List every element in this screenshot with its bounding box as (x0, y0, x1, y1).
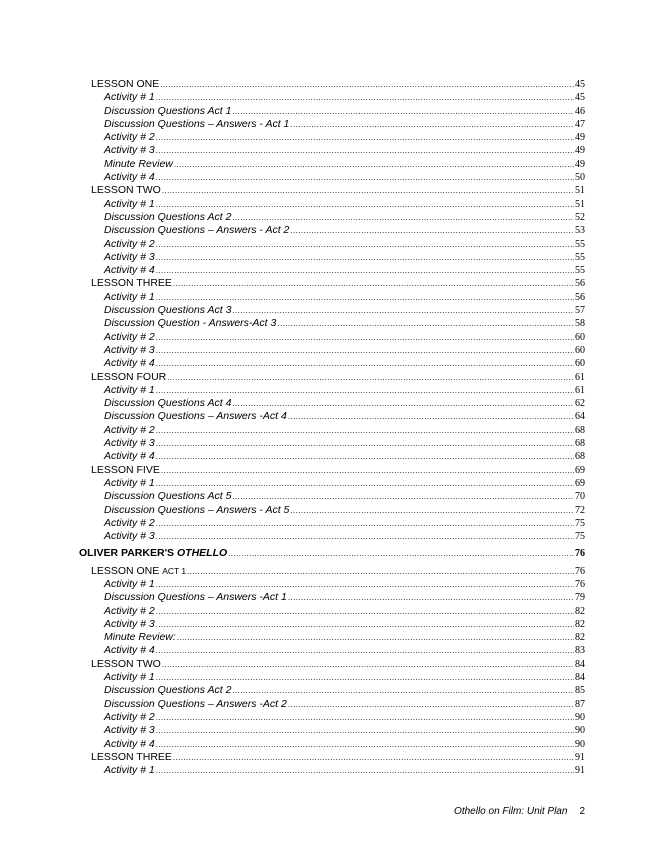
dot-leader (290, 504, 574, 517)
toc-activity-entry[interactable] (79, 158, 585, 171)
toc-page-number: 49 (575, 132, 585, 144)
toc-entry-label: Activity # 3 (104, 724, 155, 737)
dot-leader (232, 211, 574, 224)
toc-entry-label: Activity # 1 (104, 476, 155, 489)
toc-activity-entry[interactable] (79, 331, 585, 344)
toc-entry-label: Discussion Questions Act 4 (104, 397, 232, 410)
toc-page-number: 75 (575, 531, 585, 543)
dot-leader (156, 578, 574, 591)
dot-leader (156, 711, 574, 724)
toc-page-number: 49 (575, 158, 585, 170)
toc-entry-label: Activity # 2 (104, 604, 155, 617)
toc-page-number: 70 (575, 491, 585, 503)
toc-entry-label: Activity # 1 (104, 197, 155, 210)
dot-leader (290, 118, 574, 131)
toc-page-number: 79 (575, 592, 585, 604)
toc-entry-label: Discussion Questions Act 5 (104, 490, 232, 503)
toc-entry-label: Discussion Questions Act 2 (104, 210, 232, 223)
dot-leader (167, 371, 574, 384)
toc-page-number: 55 (575, 251, 585, 263)
toc-activity-entry[interactable] (79, 144, 585, 157)
toc-entry-label: Discussion Questions – Answers - Act 5 (104, 503, 290, 516)
toc-entry-label: Discussion Questions Act 1 (104, 104, 232, 117)
toc-page-number: 50 (575, 172, 585, 184)
toc-lesson-entry[interactable] (79, 78, 585, 91)
dot-leader (232, 684, 574, 697)
dot-leader (162, 184, 574, 197)
toc-page-number: 91 (575, 765, 585, 777)
toc-entry-label: Activity # 2 (104, 710, 155, 723)
toc-entry-label: LESSON ONE (91, 78, 160, 90)
toc-page-number: 72 (575, 504, 585, 516)
toc-page-number: 85 (575, 685, 585, 697)
toc-entry-label: Discussion Questions – Answers -Act 1 (104, 591, 287, 604)
dot-leader (156, 384, 574, 397)
toc-entry-label: LESSON THREE (91, 277, 172, 290)
toc-entry-label: LESSON TWO (91, 184, 161, 197)
toc-page-number: 76 (575, 565, 585, 577)
toc-entry-label: Activity # 4 (104, 450, 155, 463)
toc-page-number: 83 (575, 645, 585, 657)
dot-leader (156, 144, 574, 157)
toc-activity-entry[interactable] (79, 437, 585, 450)
toc-activity-entry[interactable] (79, 578, 585, 591)
toc-activity-entry[interactable] (79, 171, 585, 184)
dot-leader (156, 91, 574, 104)
dot-leader (156, 198, 574, 211)
toc-entry-label: LESSON THREE (91, 750, 172, 763)
toc-activity-entry[interactable] (79, 131, 585, 144)
toc-page-number: 47 (575, 118, 585, 130)
toc-activity-entry[interactable] (79, 450, 585, 463)
dot-leader (288, 698, 574, 711)
dot-leader (161, 464, 574, 477)
toc-entry-label: Activity # 3 (104, 617, 155, 630)
toc-entry-label: Activity # 2 (104, 131, 155, 144)
toc-page-number: 60 (575, 358, 585, 370)
dot-leader (160, 78, 574, 91)
toc-activity-entry[interactable] (79, 264, 585, 277)
dot-leader (290, 224, 574, 237)
footer-title: Othello on Film: Unit Plan (454, 806, 568, 817)
toc-entry-label: Activity # 3 (104, 530, 155, 543)
toc-activity-entry[interactable] (79, 671, 585, 684)
toc-entry-label: Activity # 2 (104, 423, 155, 436)
toc-page-number: 60 (575, 344, 585, 356)
toc-entry-label: OLIVER PARKER'S OTHELLO (79, 547, 228, 560)
dot-leader (288, 410, 574, 423)
toc-lesson-entry[interactable] (79, 184, 585, 197)
toc-activity-entry[interactable] (79, 490, 585, 503)
dot-leader (173, 751, 574, 764)
toc-page-number: 51 (575, 185, 585, 197)
toc-page-number: 64 (575, 411, 585, 423)
toc-activity-entry[interactable] (79, 684, 585, 697)
dot-leader (156, 344, 574, 357)
dot-leader (156, 238, 574, 251)
dot-leader (173, 277, 574, 290)
toc-entry-label: Discussion Questions Act 3 (104, 304, 232, 317)
toc-page-number: 87 (575, 698, 585, 710)
dot-leader (156, 644, 574, 657)
toc-page-number: 91 (575, 751, 585, 763)
dot-leader (156, 251, 574, 264)
dot-leader (156, 450, 574, 463)
dot-leader (232, 397, 574, 410)
toc-entry-label: Minute Review: (104, 631, 176, 644)
toc-page-number: 76 (575, 578, 585, 590)
toc-activity-entry[interactable] (79, 504, 585, 517)
toc-activity-entry[interactable] (79, 517, 585, 530)
toc-page-number: 69 (575, 464, 585, 476)
toc-activity-entry[interactable] (79, 591, 585, 604)
toc-entry-label: Activity # 2 (104, 237, 155, 250)
dot-leader (156, 477, 574, 490)
dot-leader (156, 131, 574, 144)
toc-activity-entry[interactable] (79, 724, 585, 737)
toc-page-number: 52 (575, 211, 585, 223)
toc-page-number: 45 (575, 79, 585, 90)
dot-leader (174, 158, 574, 171)
toc-lesson-entry[interactable] (79, 565, 585, 578)
dot-leader (156, 764, 574, 777)
toc-entry-label: Activity # 4 (104, 264, 155, 277)
toc-lesson-entry[interactable] (79, 464, 585, 477)
toc-entry-label: Activity # 1 (104, 91, 155, 104)
toc-page-number: 61 (575, 384, 585, 396)
toc-page-number: 69 (575, 477, 585, 489)
table-of-contents (79, 78, 585, 777)
toc-page-number: 51 (575, 198, 585, 210)
toc-page-number: 56 (575, 291, 585, 303)
dot-leader (277, 317, 574, 330)
toc-entry-label: Activity # 4 (104, 644, 155, 657)
toc-page-number: 55 (575, 238, 585, 250)
dot-leader (156, 171, 574, 184)
toc-entry-label: Activity # 4 (104, 737, 155, 750)
toc-page-number: 61 (575, 371, 585, 383)
toc-page-number: 84 (575, 672, 585, 684)
toc-entry-label: Activity # 1 (104, 577, 155, 590)
toc-activity-entry[interactable] (79, 118, 585, 131)
toc-lesson-entry[interactable] (79, 277, 585, 290)
dot-leader (156, 424, 574, 437)
toc-entry-label: LESSON FIVE (91, 463, 160, 476)
toc-page-number: 60 (575, 331, 585, 343)
toc-page-number: 82 (575, 605, 585, 617)
toc-page-number: 82 (575, 618, 585, 630)
dot-leader (232, 105, 574, 118)
page-number: 2 (579, 806, 585, 817)
toc-page-number: 49 (575, 145, 585, 157)
toc-entry-label: LESSON TWO (91, 657, 161, 670)
toc-activity-entry[interactable] (79, 357, 585, 370)
toc-page-number: 53 (575, 225, 585, 237)
toc-page-number: 82 (575, 632, 585, 644)
toc-entry-label: Activity # 3 (104, 343, 155, 356)
toc-activity-entry[interactable] (79, 424, 585, 437)
toc-activity-entry[interactable] (79, 251, 585, 264)
dot-leader (288, 591, 574, 604)
toc-page-number: 68 (575, 451, 585, 463)
toc-page-number: 58 (575, 318, 585, 330)
toc-activity-entry[interactable] (79, 211, 585, 224)
toc-page-number: 45 (575, 92, 585, 104)
toc-entry-label: Discussion Questions – Answers -Act 2 (104, 697, 287, 710)
dot-leader (156, 530, 574, 543)
dot-leader (156, 264, 574, 277)
toc-lesson-entry[interactable] (79, 658, 585, 671)
toc-activity-entry[interactable] (79, 618, 585, 631)
dot-leader (156, 738, 574, 751)
toc-page-number: 84 (575, 658, 585, 670)
toc-entry-label: Minute Review (104, 157, 173, 170)
toc-activity-entry[interactable] (79, 477, 585, 490)
toc-lesson-entry[interactable] (79, 371, 585, 384)
dot-leader (156, 605, 574, 618)
toc-activity-entry[interactable] (79, 698, 585, 711)
toc-activity-entry[interactable] (79, 738, 585, 751)
dot-leader (156, 618, 574, 631)
toc-page-number: 90 (575, 738, 585, 750)
toc-activity-entry[interactable] (79, 631, 585, 644)
toc-page-number: 75 (575, 517, 585, 529)
toc-page-number: 57 (575, 305, 585, 317)
dot-leader (156, 671, 574, 684)
toc-entry-label: LESSON ONE ACT 1 (91, 564, 187, 577)
toc-entry-label: Discussion Questions – Answers - Act 2 (104, 224, 290, 237)
toc-entry-label: Activity # 4 (104, 171, 155, 184)
toc-entry-label: Activity # 1 (104, 671, 155, 684)
toc-page-number: 76 (575, 548, 585, 560)
toc-page-number: 46 (575, 105, 585, 117)
toc-activity-entry[interactable] (79, 224, 585, 237)
toc-page-number: 62 (575, 398, 585, 410)
toc-entry-label: Discussion Question - Answers-Act 3 (104, 317, 277, 330)
dot-leader (156, 357, 574, 370)
toc-entry-label: Activity # 1 (104, 383, 155, 396)
toc-activity-entry[interactable] (79, 198, 585, 211)
page-footer (454, 806, 585, 817)
toc-page-number: 56 (575, 278, 585, 290)
toc-page-number: 68 (575, 424, 585, 436)
dot-leader (156, 724, 574, 737)
toc-activity-entry[interactable] (79, 291, 585, 304)
toc-entry-label: Discussion Questions – Answers -Act 4 (104, 410, 287, 423)
toc-activity-entry[interactable] (79, 530, 585, 543)
dot-leader (228, 547, 574, 560)
toc-entry-label: Discussion Questions – Answers - Act 1 (104, 117, 290, 130)
toc-activity-entry[interactable] (79, 605, 585, 618)
toc-lesson-entry[interactable] (79, 751, 585, 764)
toc-entry-label: Activity # 2 (104, 516, 155, 529)
toc-activity-entry[interactable] (79, 711, 585, 724)
dot-leader (156, 517, 574, 530)
toc-activity-entry[interactable] (79, 344, 585, 357)
toc-activity-entry[interactable] (79, 397, 585, 410)
toc-section-heading[interactable] (79, 547, 585, 560)
toc-activity-entry[interactable] (79, 105, 585, 118)
toc-entry-label: Activity # 4 (104, 357, 155, 370)
dot-leader (187, 565, 574, 578)
toc-entry-label: Discussion Questions Act 2 (104, 684, 232, 697)
dot-leader (156, 331, 574, 344)
toc-activity-entry[interactable] (79, 644, 585, 657)
dot-leader (156, 437, 574, 450)
toc-activity-entry[interactable] (79, 410, 585, 423)
toc-activity-entry[interactable] (79, 304, 585, 317)
toc-page-number: 90 (575, 711, 585, 723)
toc-activity-entry[interactable] (79, 764, 585, 777)
toc-entry-label: Activity # 2 (104, 330, 155, 343)
toc-activity-entry[interactable] (79, 91, 585, 104)
toc-activity-entry[interactable] (79, 384, 585, 397)
toc-entry-label: LESSON FOUR (91, 370, 167, 383)
toc-entry-label: Activity # 3 (104, 250, 155, 263)
toc-entry-label: Activity # 1 (104, 764, 155, 777)
toc-page-number: 90 (575, 725, 585, 737)
toc-activity-entry[interactable] (79, 238, 585, 251)
dot-leader (177, 631, 574, 644)
toc-entry-label: Activity # 3 (104, 144, 155, 157)
toc-entry-label: Activity # 3 (104, 437, 155, 450)
dot-leader (162, 658, 574, 671)
dot-leader (232, 304, 574, 317)
toc-entry-label: Activity # 1 (104, 290, 155, 303)
dot-leader (156, 291, 574, 304)
toc-page-number: 68 (575, 438, 585, 450)
toc-page-number: 55 (575, 265, 585, 277)
dot-leader (232, 490, 574, 503)
toc-activity-entry[interactable] (79, 317, 585, 330)
